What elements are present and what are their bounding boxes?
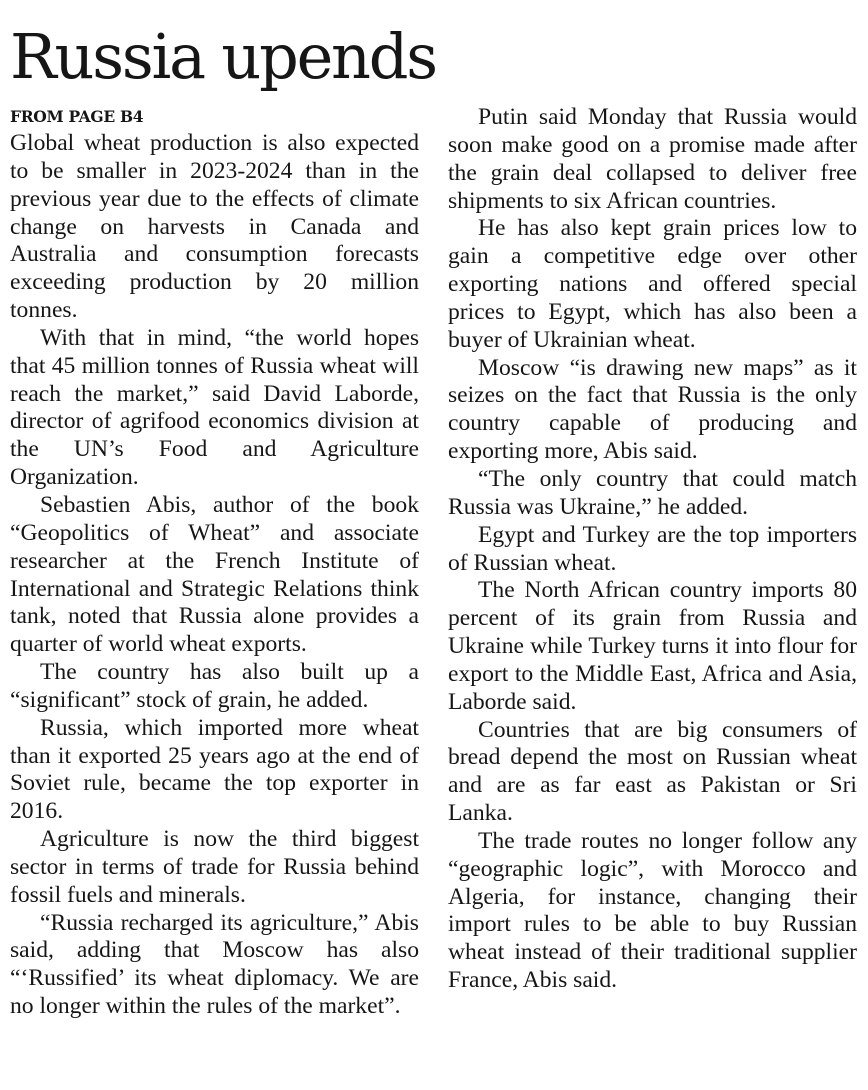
paragraph: Moscow “is drawing new maps” as it seizes on the fact that Russia is the only country capable of producing and exporting more, Abis said. — [448, 354, 857, 465]
paragraph: Global wheat production is also expected to be smaller in 2023-2024 than in the previous year due to the effects of climate change on harvests in Canada and Australia and consumption forecasts exceeding production by 20 million tonnes. — [10, 130, 419, 324]
paragraph: The country has also built up a “significant” stock of grain, he added. — [10, 659, 419, 713]
paragraph: “Russia recharged its agriculture,” Abis said, adding that Moscow has also “‘Russified’ its wheat diplomacy. We are no longer within the rules of the market”. — [10, 909, 419, 1020]
article-column-left — [10, 104, 419, 1021]
article-column-right — [448, 104, 857, 995]
paragraph: With that in mind, “the world hopes that 45 million tonnes of Russia wheat will reach the market,” said David Laborde, director of agrifood economics division at the UN’s Food and Agriculture Organization. — [10, 324, 419, 491]
paragraph: Putin said Monday that Russia would soon make good on a promise made after the grain deal collapsed to deliver free shipments to six African countries. — [448, 104, 857, 214]
paragraph: Sebastien Abis, author of the book “Geopolitics of Wheat” and associate researcher at the French Institute of International and Strategic Relations think tank, noted that Russia alone provides a quarter of world wheat exports. — [10, 491, 419, 658]
paragraph: “The only country that could match Russia was Ukraine,” he added. — [448, 465, 857, 520]
paragraph: He has also kept grain prices low to gain a competitive edge over other exporting nations and offered special prices to Egypt, which has also been a buyer of Ukrainian wheat. — [448, 215, 857, 353]
headline: Russia upends — [10, 20, 436, 93]
paragraph: Agriculture is now the third biggest sector in terms of trade for Russia behind fossil fuels and minerals. — [10, 826, 419, 908]
paragraph: Russia, which imported more wheat than it exported 25 years ago at the end of Soviet rule, became the top exporter in 2016. — [10, 714, 419, 825]
jump-line: FROM PAGE B4 — [10, 107, 144, 126]
paragraph: Egypt and Turkey are the top importers of Russian wheat. — [448, 521, 857, 576]
paragraph: The trade routes no longer follow any “geographic logic”, with Morocco and Algeria, for instance, changing their import rules to be able to buy Russian wheat instead of their traditional supplier France, Abis said. — [448, 827, 857, 994]
paragraph: Countries that are big consumers of bread depend the most on Russian wheat and are as far east as Pakistan or Sri Lanka. — [448, 716, 857, 827]
paragraph: The North African country imports 80 percent of its grain from Russia and Ukraine while Turkey turns it into flour for export to the Middle East, Africa and Asia, Laborde said. — [448, 577, 857, 715]
